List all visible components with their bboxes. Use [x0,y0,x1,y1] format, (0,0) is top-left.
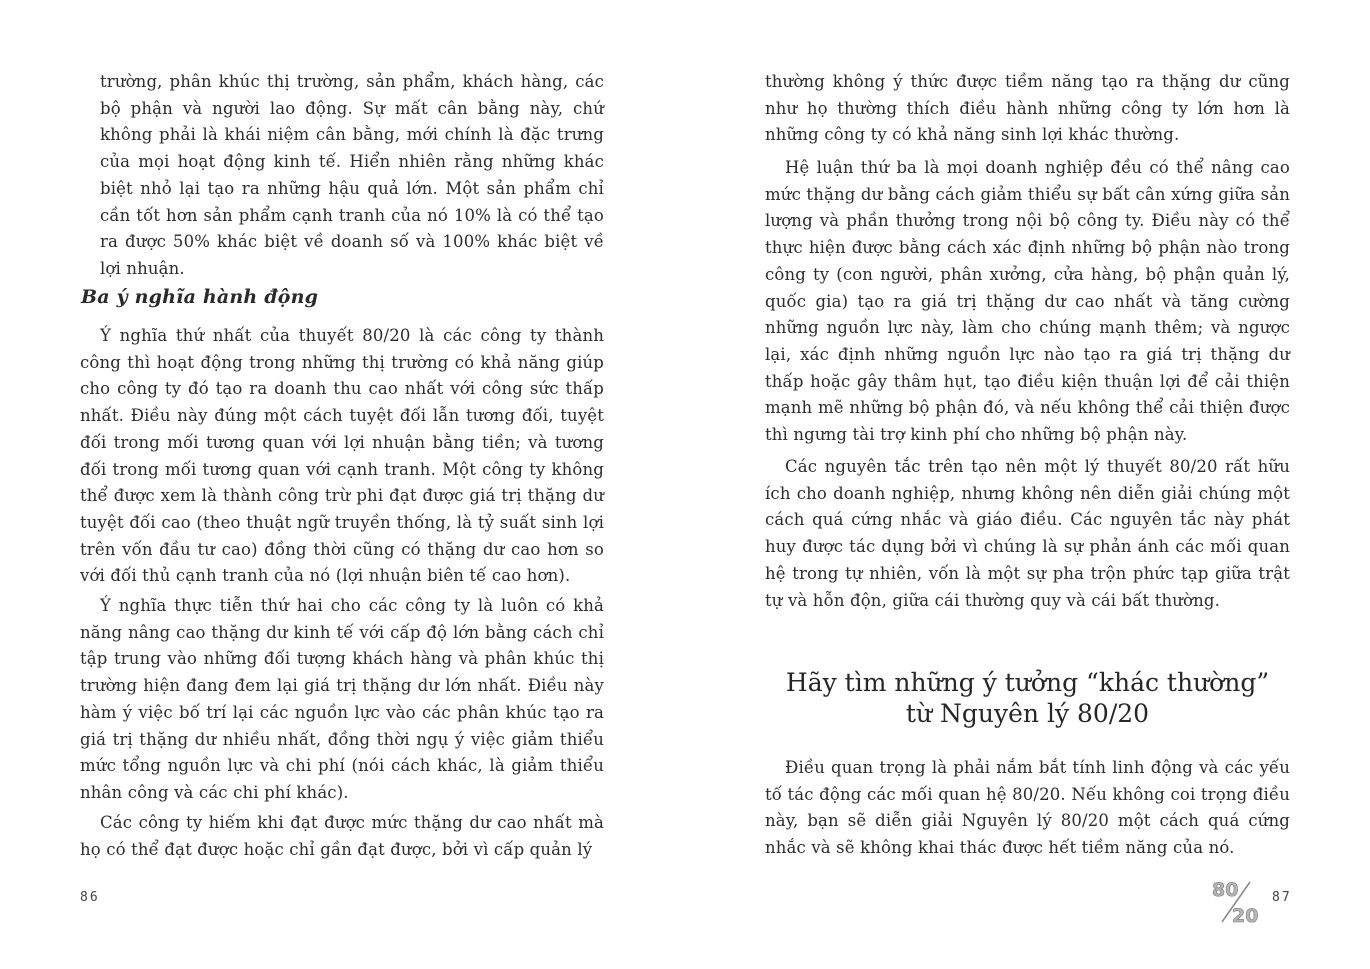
right-page [685,0,1370,969]
book-logo-80-20 [1210,876,1266,926]
left-paragraph-4: Các công ty hiếm khi đạt được mức thặng dư cao nhất mà họ có thể đạt được hoặc chỉ gần đạt được, bởi vì cấp quản lý [80,813,604,859]
section-title-line-1: Hãy tìm những ý tưởng “khác thường” [785,668,1270,697]
left-paragraph-1: trường, phân khúc thị trường, sản phẩm, khách hàng, các bộ phận và người lao động. Sự mất cân bằng này, chứ không phải là khái niệm cân bằng, mới chính là đặc trưng của mọi hoạt động kinh tế. Hiển nhiên rằng những khác biệt nhỏ lại tạo ra những hậu quả lớn. Một sản phẩm chỉ cần tốt hơn sản phẩm cạnh tranh của nó 10% là có thể tạo ra được 50% khác biệt về doanh số và 100% khác biệt về lợi nhuận. [100,72,604,278]
right-paragraph-4: Điều quan trọng là phải nắm bắt tính linh động và các yếu tố tác động các mối quan hệ 80/20. Nếu không coi trọng điều này, bạn sẽ diễn giải Nguyên lý 80/20 một cách quá cứng nhắc và sẽ không khai thác được hết tiềm năng của nó. [765,758,1290,858]
left-paragraph-3: Ý nghĩa thực tiễn thứ hai cho các công ty là luôn có khả năng nâng cao thặng dư kinh tế với cấp độ lớn bằng cách chỉ tập trung vào những đối tượng khách hàng và phân khúc thị trường hiện đang đem lại giá trị thặng dư lớn nhất. Điều này hàm ý việc bố trí lại các nguồn lực vào các phân khúc tạo ra giá trị thặng dư nhiều nhất, đồng thời ngụ ý việc giảm thiểu mức tổng nguồn lực và chi phí (nói cách khác, là giảm thiểu nhân công và các chi phí khác). [80,596,604,802]
section-title-line-2: từ Nguyên lý 80/20 [905,699,1150,728]
right-paragraph-2: Hệ luận thứ ba là mọi doanh nghiệp đều có thể nâng cao mức thặng dư bằng cách giảm thiểu sự bất cân xứng giữa sản lượng và phần thưởng trong nội bộ công ty. Điều này có thể thực hiện được bằng cách xác định những bộ phận nào trong công ty (con người, phân xưởng, cửa hàng, bộ phận quản lý, quốc gia) tạo ra giá trị thặng dư cao nhất và tăng cường những nguồn lực này, làm cho chúng mạnh thêm; và ngược lại, xác định những nguồn lực nào tạo ra giá trị thặng dư thấp hoặc gây thâm hụt, tạo điều kiện thuận lợi để cải thiện mạnh mẽ những bộ phận đó, và nếu không thể cải thiện được thì ngưng tài trợ kinh phí cho những bộ phận này. [765,158,1290,445]
logo-top-number: 80 [1212,879,1239,901]
section-title [765,667,1290,729]
page-number-left: 86 [80,890,100,905]
logo-bottom-number: 20 [1232,905,1259,926]
right-paragraph-3: Các nguyên tắc trên tạo nên một lý thuyết 80/20 rất hữu ích cho doanh nghiệp, nhưng không nên diễn giải chúng một cách quá cứng nhắc và giáo điều. Các nguyên tắc này phát huy được tác dụng bởi vì chúng là sự phản ánh các mối quan hệ trong tự nhiên, vốn là một sự pha trộn phức tạp giữa trật tự và hỗn độn, giữa cái thường quy và cái bất thường. [765,457,1290,610]
page-number-right: 87 [1272,890,1292,905]
section-subheading: Ba ý nghĩa hành động [81,286,319,308]
right-paragraph-1: thường không ý thức được tiềm năng tạo ra thặng dư cũng như họ thường thích điều hành những công ty lớn hơn là những công ty có khả năng sinh lợi khác thường. [765,72,1290,145]
left-paragraph-2: Ý nghĩa thứ nhất của thuyết 80/20 là các công ty thành công thì hoạt động trong những thị trường có khả năng giúp cho công ty đó tạo ra doanh thu cao nhất với công sức thấp nhất. Điều này đúng một cách tuyệt đối lẫn tương đối, tuyệt đối trong mối tương quan với lợi nhuận bằng tiền; và tương đối trong mối tương quan với cạnh tranh. Một công ty không thể được xem là thành công trừ phi đạt được giá trị thặng dư tuyệt đối cao (theo thuật ngữ truyền thống, là tỷ suất sinh lợi trên vốn đầu tư cao) đồng thời cũng có thặng dư cao hơn so với đối thủ cạnh tranh của nó (lợi nhuận biên tế cao hơn). [80,326,604,586]
